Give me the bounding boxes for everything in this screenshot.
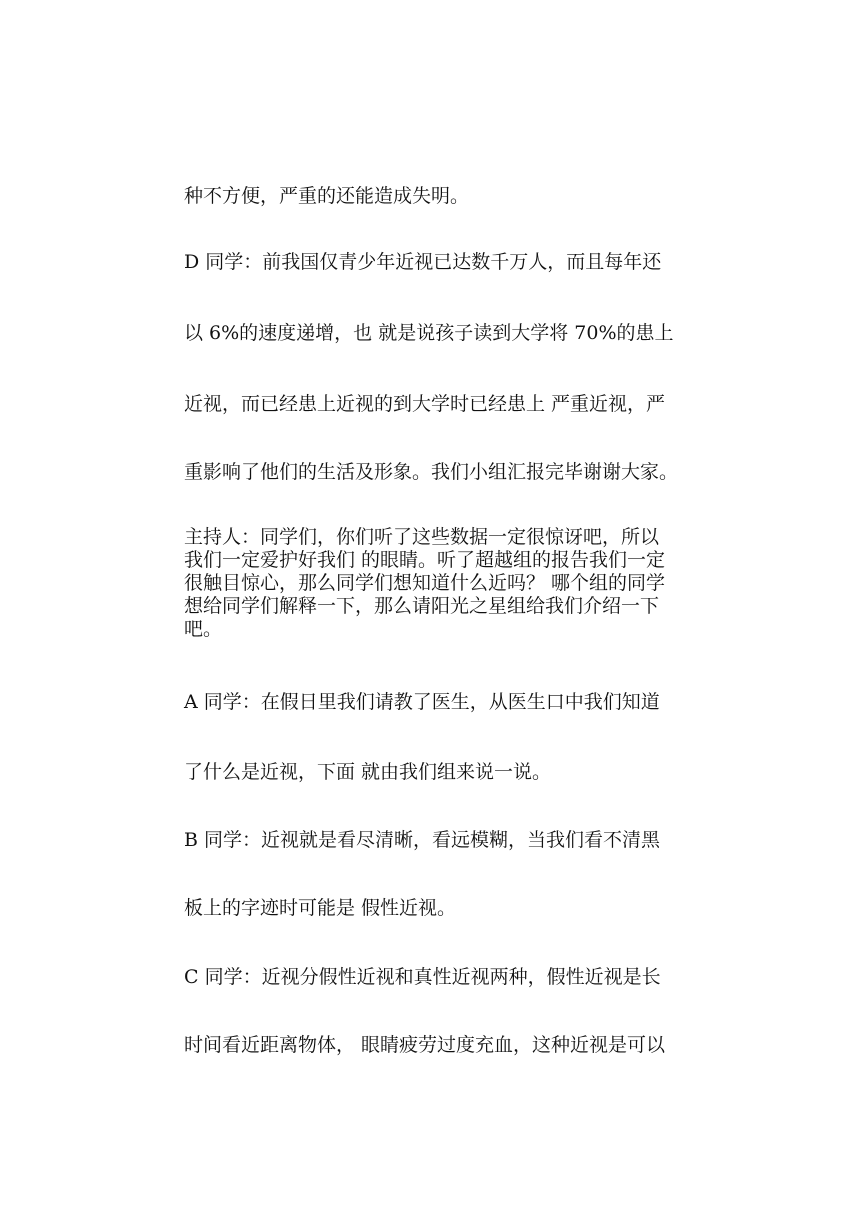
paragraph-line: 我们一定爱护好我们 的眼睛。听了超越组的报告我们一定	[184, 549, 666, 571]
text-line: C 同学：近视分假性近视和真性近视两种，假性近视是长	[184, 966, 661, 988]
text-line: 了什么是近视，下面 就由我们组来说一说。	[184, 761, 552, 783]
text-line: 种不方便，严重的还能造成失明。	[184, 185, 470, 207]
text-line: 时间看近距离物体， 眼睛疲劳过度充血，这种近视是可以	[184, 1034, 666, 1056]
text-line: B 同学：近视就是看尽清晰，看远模糊，当我们看不清黑	[184, 829, 661, 851]
paragraph-line: 吧。	[184, 618, 223, 640]
text-line: 板上的字迹时可能是 假性近视。	[184, 897, 457, 919]
text-line: A 同学：在假日里我们请教了医生，从医生口中我们知道	[184, 691, 660, 713]
paragraph-line: 很触目惊心，那么同学们想知道什么近吗？ 哪个组的同学	[184, 572, 666, 594]
text-line: 近视，而已经患上近视的到大学时已经患上 严重近视，严	[184, 393, 666, 415]
text-line: 以 6%的速度递增，也 就是说孩子读到大学将 70%的患上	[184, 322, 674, 344]
text-line: 重影响了他们的生活及形象。我们小组汇报完毕谢谢大家。	[184, 461, 679, 483]
text-line: D 同学：前我国仅青少年近视已达数千万人，而且每年还	[184, 251, 662, 273]
paragraph-line: 想给同学们解释一下，那么请阳光之星组给我们介绍一下	[184, 595, 660, 617]
host-paragraph	[184, 526, 679, 641]
paragraph-line: 主持人：同学们，你们听了这些数据一定很惊讶吧，所以	[184, 526, 660, 548]
